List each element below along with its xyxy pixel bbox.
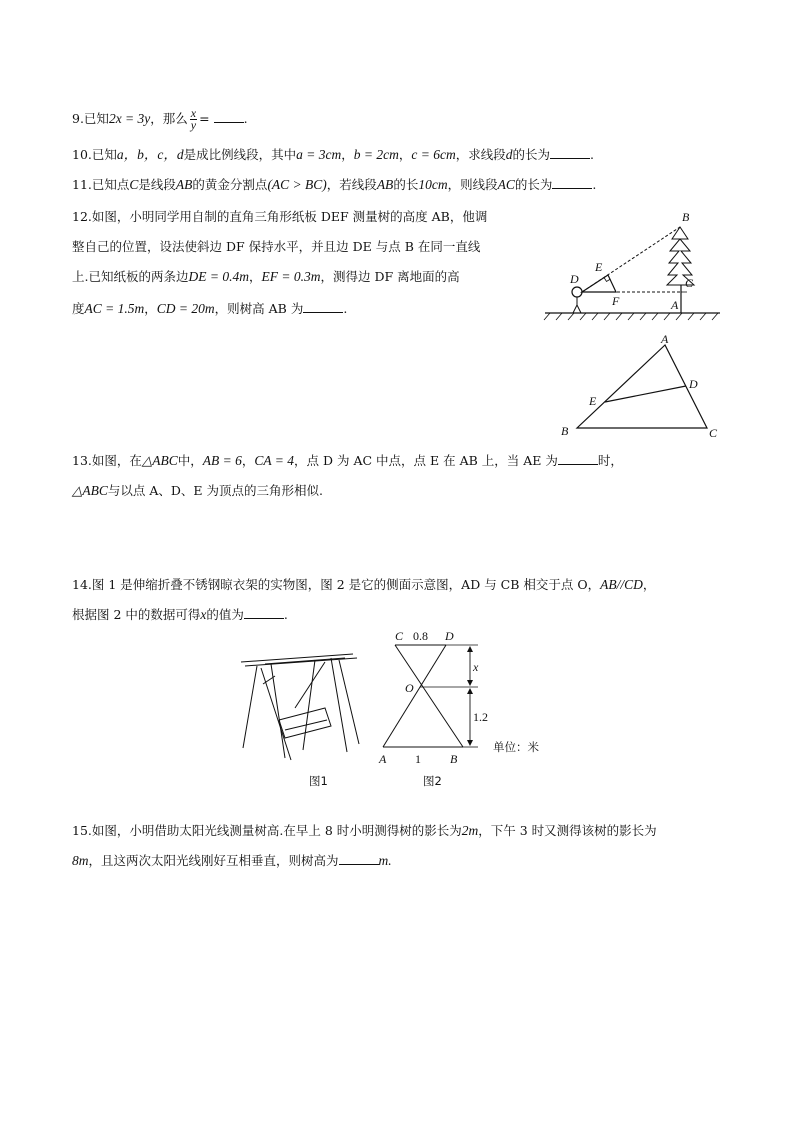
label-f: F xyxy=(612,294,620,308)
question-14-line-1: 14.图 1 是伸缩折叠不锈钢晾衣架的实物图，图 2 是它的侧面示意图，AD 与 CB 相交于点 O，AB//CD， xyxy=(72,577,656,592)
question-14-line-2: 根据图 2 中的数据可得x的值为 . xyxy=(72,607,288,622)
question-13-line-2: △ABC与以点 A、D、E 为顶点的三角形相似. xyxy=(72,483,323,498)
question-10: 10.已知a，b，c，d是成比例线段，其中a = 3cm，b = 2cm，c = 6cm，求线段d的长为 . xyxy=(72,147,595,162)
ground-hatching xyxy=(544,313,718,320)
question-15-line-2: 8m，且这两次太阳光线刚好互相垂直，则树高为 m. xyxy=(72,853,392,868)
label-d: D xyxy=(689,377,698,391)
side-view-figure-2 xyxy=(375,625,575,790)
question-9: 9.已知2x = 3y，那么 $\frac{x}{y}$ = . xyxy=(72,106,248,132)
label-d: D xyxy=(570,272,579,286)
question-13-line-1: 13.如图，在△ABC中，AB = 6，CA = 4，点 D 为 AC 中点，点 E 在 AB 上，当 AE 为 时， xyxy=(72,453,623,468)
label-height: 1.2 xyxy=(473,710,488,724)
label-a: A xyxy=(379,752,387,766)
question-15-line-1: 15.如图，小明借助太阳光线测量树高.在早上 8 时小明测得树的影长为2m，下午 3 时又测得该树的影长为 xyxy=(72,823,657,838)
label-e: E xyxy=(595,260,603,274)
label-b: B xyxy=(450,752,458,766)
label-e: E xyxy=(589,394,597,408)
label-c: C xyxy=(685,276,694,290)
figure-1-caption: 图1 xyxy=(309,774,328,788)
question-12-line-1: 12.如图，小明同学用自制的直角三角形纸板 DEF 测量树的高度 AB，他调 xyxy=(72,209,488,224)
label-a: A xyxy=(661,333,669,346)
person-head xyxy=(572,287,582,297)
segment-ad xyxy=(383,645,446,747)
answer-blank-12[interactable] xyxy=(303,300,343,313)
label-x: x xyxy=(473,660,479,674)
triangle-abc-figure xyxy=(555,333,735,443)
label-b: B xyxy=(682,210,690,224)
label-c: C xyxy=(395,629,404,643)
question-12-line-2: 整自己的位置，设法使斜边 DF 保持水平，并且边 DE 与点 B 在同一直线 xyxy=(72,239,481,254)
label-cd-length: 0.8 xyxy=(413,629,428,643)
question-12-line-4: 度AC = 1.5m，CD = 20m，则树高 AB 为 . xyxy=(72,301,348,316)
label-a: A xyxy=(671,298,679,312)
question-12-line-3: 上.已知纸板的两条边DE = 0.4m，EF = 0.3m，测得边 DF 离地面的高 xyxy=(72,269,460,284)
fraction-x-over-y: $\frac{x}{y}$ xyxy=(190,106,197,132)
label-b: B xyxy=(561,424,569,438)
answer-blank-15[interactable] xyxy=(339,852,379,865)
triangle-abc xyxy=(577,345,707,428)
label-o: O xyxy=(405,681,414,695)
question-11: 11.已知点C是线段AB的黄金分割点(AC > BC)，若线段AB的长10cm，则线段AC的长为 . xyxy=(72,177,597,192)
rack-sketch xyxy=(241,654,359,760)
unit-label: 单位：米 xyxy=(493,740,539,754)
figure-2-caption: 图2 xyxy=(423,774,442,788)
tree-measure-figure xyxy=(540,205,725,325)
label-d: D xyxy=(445,629,454,643)
person-body xyxy=(573,297,581,313)
label-c: C xyxy=(709,426,718,440)
clothes-rack-figure-1 xyxy=(235,650,365,790)
cardboard-triangle-def xyxy=(582,275,616,292)
segment-ed xyxy=(605,386,686,402)
answer-blank-14[interactable] xyxy=(244,606,284,619)
answer-blank-10[interactable] xyxy=(550,146,590,159)
label-ab-length: 1 xyxy=(415,752,421,766)
answer-blank-13[interactable] xyxy=(558,452,598,465)
answer-blank-11[interactable] xyxy=(552,176,592,189)
answer-blank-9[interactable] xyxy=(214,110,244,123)
segment-cb xyxy=(395,645,463,747)
